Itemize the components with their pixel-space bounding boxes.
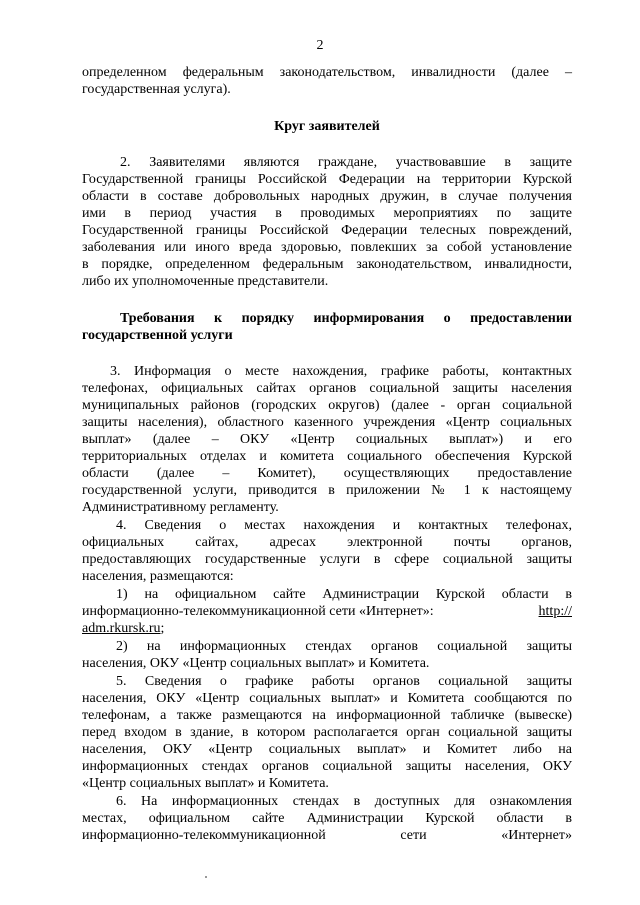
- p2-line: заболевания или иного вреда здоровью, повлекших за собой установление: [82, 240, 572, 255]
- p4-2-line: 2) на информационных стендах органов социальной защиты: [116, 639, 572, 654]
- site-link-prefix[interactable]: http://: [538, 604, 572, 619]
- heading-applicants: Круг заявителей: [274, 119, 380, 134]
- p3-line: 3. Информация о месте нахождения, графике работы, контактных: [110, 364, 572, 379]
- p6-line: информационно-телекоммуникационной сети «Интернет»: [82, 828, 572, 843]
- p5-line: информационных стендах органов социальной защиты населения, ОКУ: [82, 759, 572, 774]
- semicolon: ;: [160, 621, 165, 636]
- p2-line: 2. Заявителями являются граждане, участвовавшие в защите: [120, 155, 572, 170]
- p5-line: телефонам, а также размещаются на информационной табличке (вывеске): [82, 708, 572, 723]
- p5-line: населения, ОКУ «Центр социальных выплат» и Комитет либо на: [82, 742, 572, 757]
- p5-line: перед входом в здание, в котором располагается орган социальной защиты: [82, 725, 572, 740]
- p3-line: Административному регламенту.: [82, 500, 279, 515]
- heading-requirements-l2: государственной услуги: [82, 328, 233, 343]
- page-number: 2: [316, 38, 324, 53]
- p4-line: официальных сайтах, адресах электронной почты органов,: [82, 535, 572, 550]
- p5-line: «Центр социальных выплат» и Комитета.: [82, 776, 329, 791]
- p4-1-line-2: [82, 603, 572, 620]
- p2-line: ими в период участия в проводимых мероприятиях по защите: [82, 206, 572, 221]
- p2-line: либо их уполномоченные представители.: [82, 274, 329, 289]
- p3-line: защиты населения), областного казенного учреждения «Центр социальных: [82, 415, 572, 430]
- p3-line: территориальных отделах и комитета социального обеспечения Курской: [82, 449, 572, 464]
- p4-line: населения, размещаются:: [82, 569, 234, 584]
- p6-line: местах, официальном сайте Администрации Курской области в: [82, 811, 572, 826]
- p5-line: 5. Сведения о графике работы органов социальной защиты: [116, 674, 572, 689]
- site-link[interactable]: adm.rkursk.ru: [82, 621, 161, 636]
- p4-line: 4. Сведения о местах нахождения и контактных телефонах,: [116, 518, 572, 533]
- p4-1-line-3: [82, 620, 572, 637]
- scan-speck: [205, 876, 207, 878]
- p4-line: предоставляющих государственные услуги в сфере социальной защиты: [82, 552, 572, 567]
- intro-line-2: государственная услуга).: [82, 82, 231, 97]
- p2-line: Государственной границы Российской Федерации на территории Курской: [82, 172, 572, 187]
- intro-line-1: определенном федеральным законодательством, инвалидности (далее –: [82, 65, 572, 80]
- p3-line: выплат» (далее – ОКУ «Центр социальных выплат») и его: [82, 432, 572, 447]
- p2-line: в порядке, определенном федеральным законодательством, инвалидности,: [82, 257, 572, 272]
- p4-1-text: информационно-телекоммуникационной сети «Интернет»:: [82, 604, 434, 619]
- p6-line: 6. На информационных стендах в доступных для ознакомления: [116, 794, 572, 809]
- p3-line: области (далее – Комитет), осуществляющих предоставление: [82, 466, 572, 481]
- p5-line: населения, ОКУ «Центр социальных выплат» и Комитета сообщаются по: [82, 691, 572, 706]
- heading-requirements-l1: Требования к порядку информирования о предоставлении: [120, 311, 572, 326]
- p4-1-line: 1) на официальном сайте Администрации Курской области в: [116, 587, 572, 602]
- p3-line: телефонах, официальных сайтах органов социальной защиты населения: [82, 381, 572, 396]
- p2-line: области в составе добровольных народных дружин, в случае получения: [82, 189, 572, 204]
- p3-line: государственной услуги, приводится в приложении № 1 к настоящему: [82, 483, 572, 498]
- p4-2-line: населения, ОКУ «Центр социальных выплат» и Комитета.: [82, 656, 430, 671]
- p2-line: Государственной границы Российской Федерации телесных повреждений,: [82, 223, 572, 238]
- p3-line: муниципальных районов (городских округов) (далее - орган социальной: [82, 398, 572, 413]
